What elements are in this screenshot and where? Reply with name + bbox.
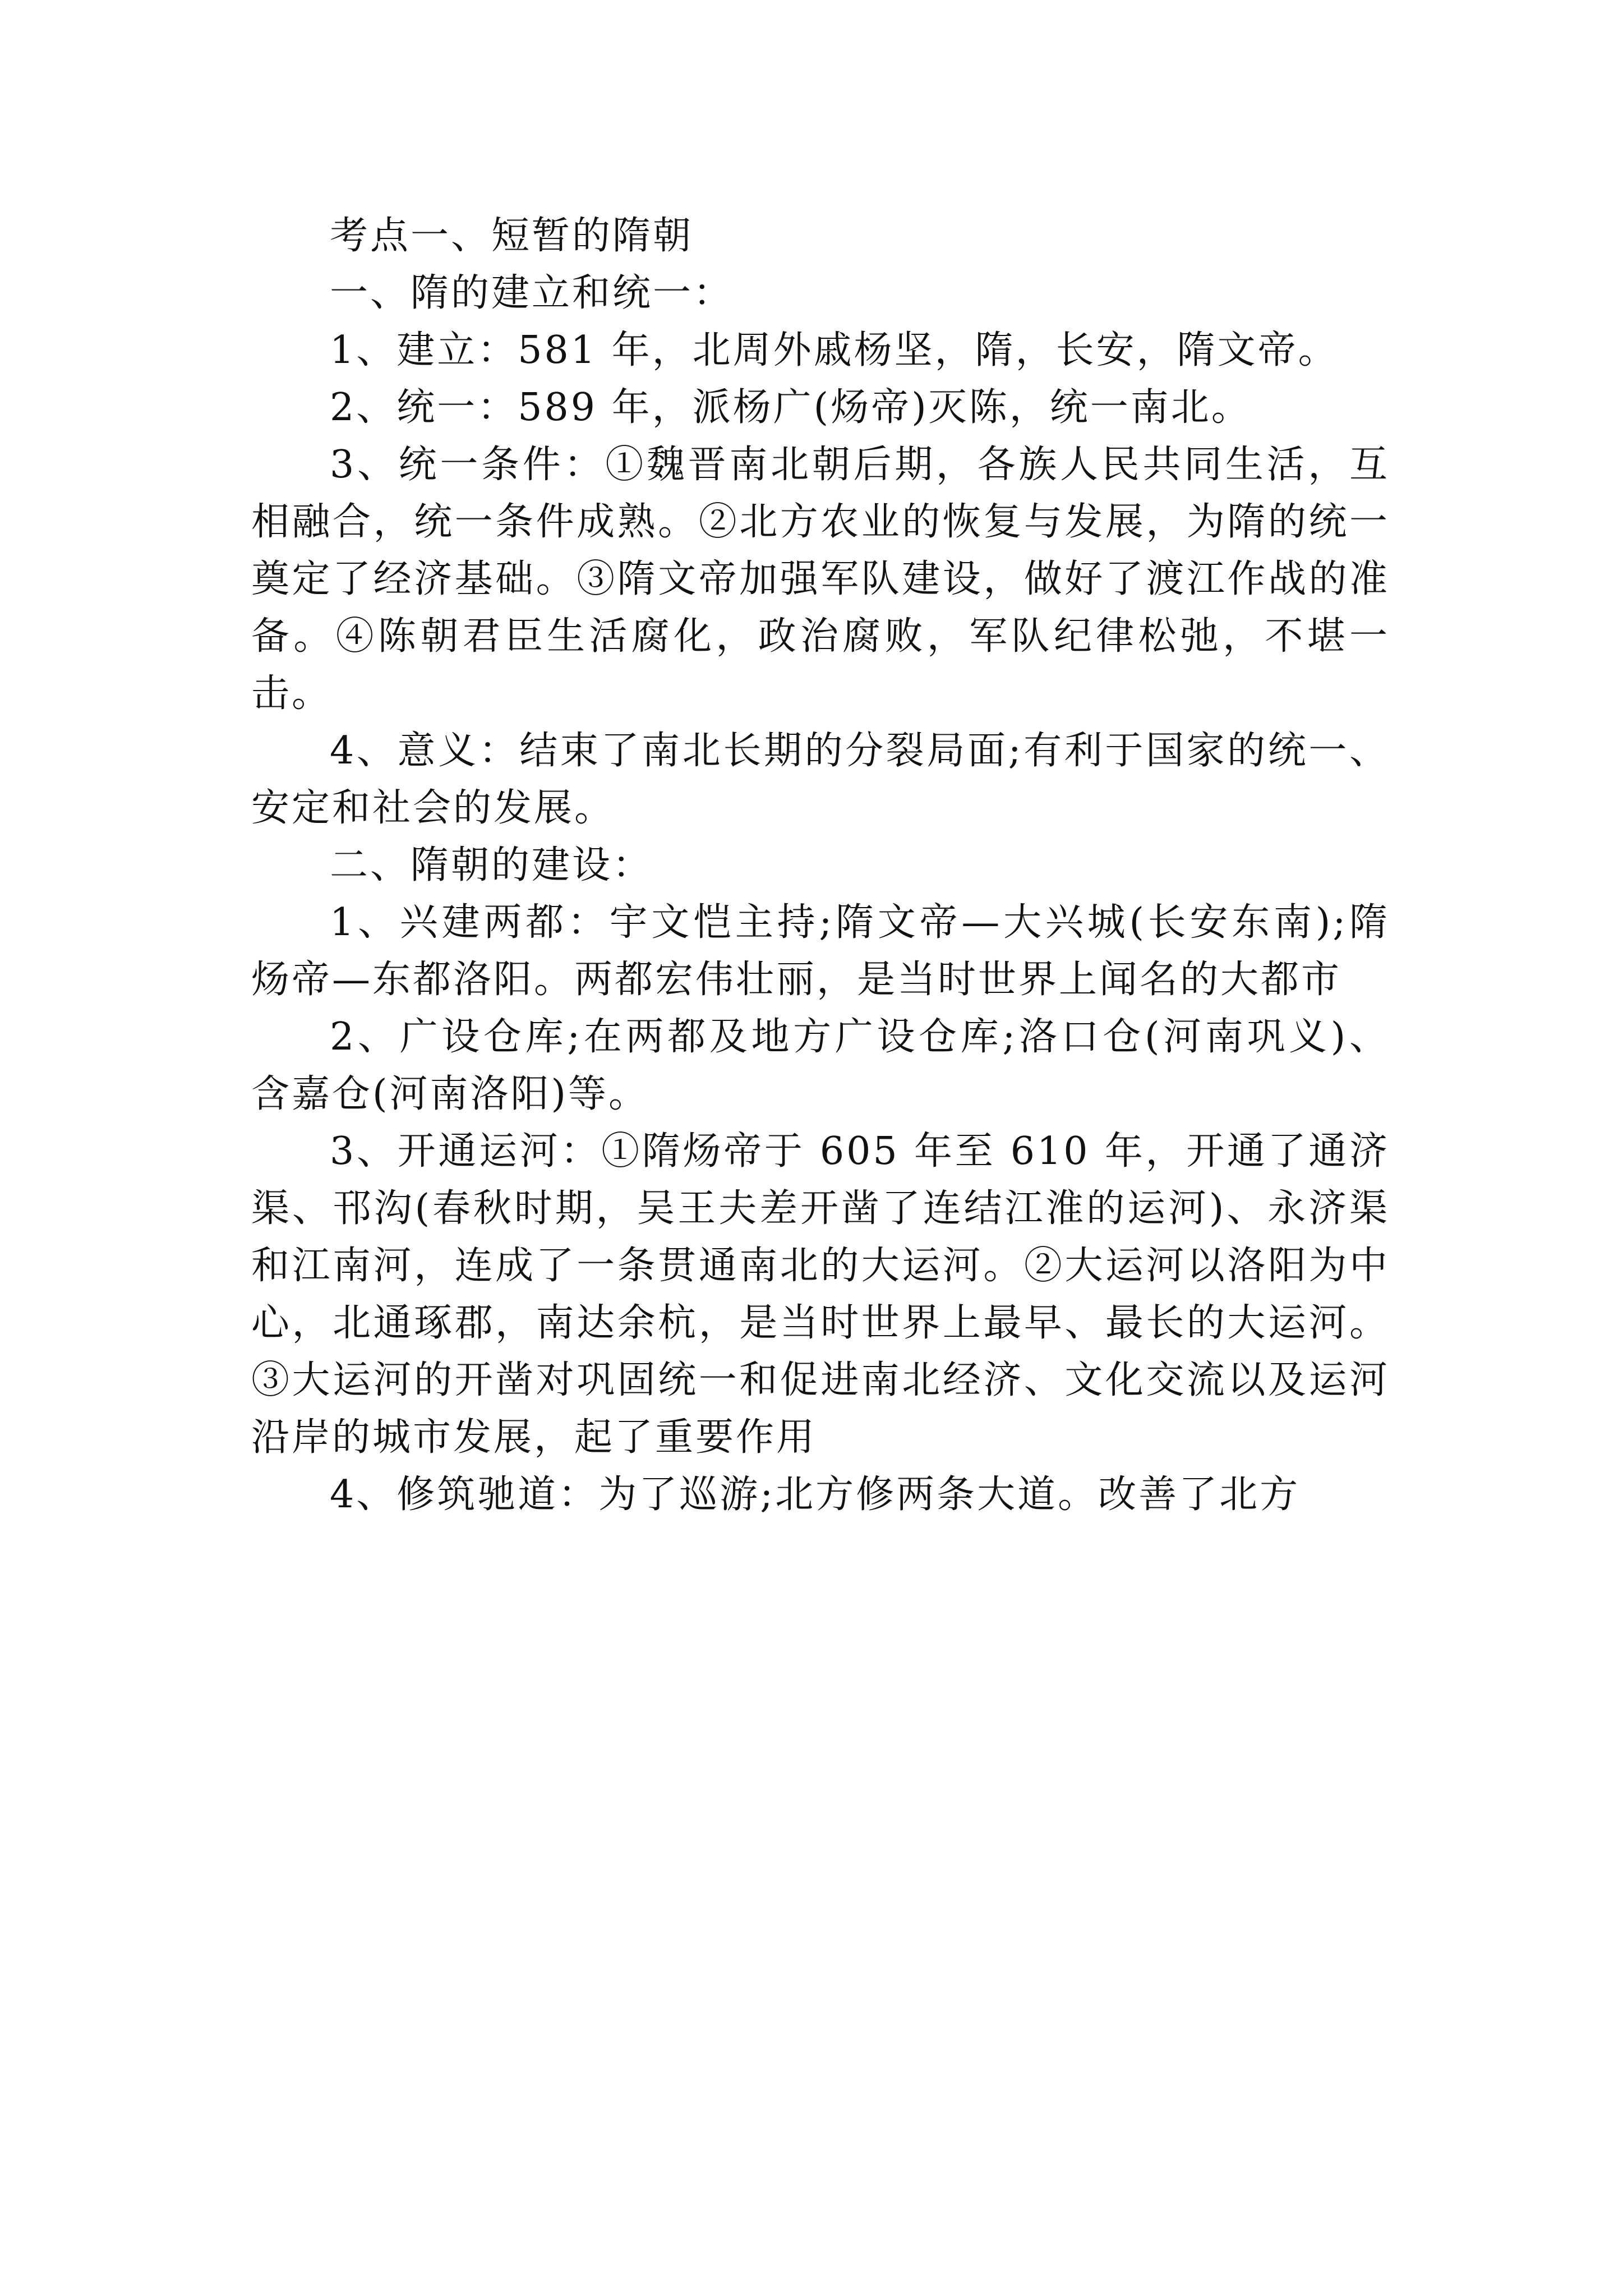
paragraph-granaries: 2、广设仓库;在两都及地方广设仓库;洛口仓(河南巩义)、含嘉仓(河南洛阳)等。 (251, 1015, 1390, 1116)
paragraph-grand-canal: 3、开通运河：①隋炀帝于 605 年至 610 年，开通了通济渠、邗沟(春秋时期，吴王夫差开凿了连结江淮的运河)、永济渠和江南河，连成了一条贯通南北的大运河。②大运河以洛阳为中心，北通琢郡，南达余杭，是当时世界上最早、最长的大运河。③大运河的开凿对巩固统一和促进南北经济、文化交流以及运河沿岸的城市发展，起了重要作用 (251, 1129, 1390, 1460)
paragraph-unification-conditions: 3、统一条件：①魏晋南北朝后期，各族人民共同生活，互相融合，统一条件成熟。②北方农业的恢复与发展，为隋的统一奠定了经济基础。③隋文帝加强军队建设，做好了渡江作战的准备。④陈朝君臣生活腐化，政治腐败，军队纪律松弛，不堪一击。 (251, 443, 1390, 716)
subsection-heading-establishment: 一、隋的建立和统一： (330, 271, 734, 315)
paragraph-significance: 4、意义：结束了南北长期的分裂局面;有利于国家的统一、安定和社会的发展。 (251, 729, 1390, 830)
subsection-heading-construction: 二、隋朝的建设： (330, 843, 653, 887)
paragraph-unification: 2、统一：589 年，派杨广(炀帝)灭陈，统一南北。 (330, 385, 1252, 430)
section-title: 考点一、短暂的隋朝 (330, 214, 694, 258)
paragraph-imperial-roads: 4、修筑驰道：为了巡游;北方修两条大道。改善了北方 (330, 1473, 1301, 1517)
document-body (251, 208, 1390, 1524)
paragraph-establishment: 1、建立：581 年，北周外戚杨坚，隋，长安，隋文帝。 (330, 328, 1339, 372)
paragraph-two-capitals: 1、兴建两都：宇文恺主持;隋文帝—大兴城(长安东南);隋炀帝—东都洛阳。两都宏伟壮丽，是当时世界上闻名的大都市 (251, 900, 1390, 1002)
